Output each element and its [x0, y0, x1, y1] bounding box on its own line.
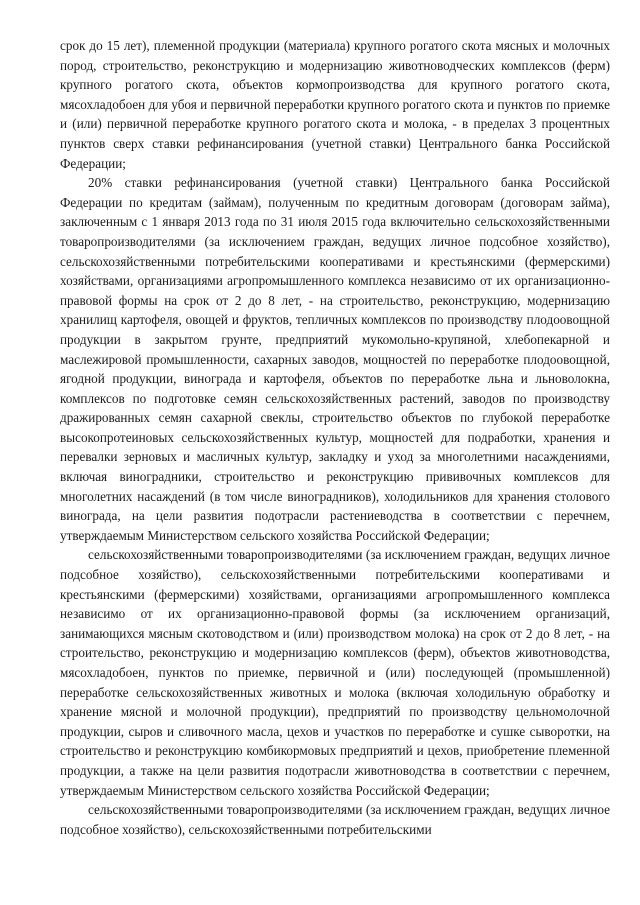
- paragraph: срок до 15 лет), племенной продукции (материала) крупного рогатого скота мясных и молочных пород, строительство, реконструкцию и модернизацию животноводческих комплексов (ферм) крупного рогатого скота, объектов кормопроизводства для крупного рогатого скота, мясохладобоен для убоя и первичной переработки крупного рогатого скота и пунктов по приемке и (или) первичной переработке крупного рогатого скота и молока, - в пределах 3 процентных пунктов сверх ставки рефинансирования (учетной ставки) Центрального банка Российской Федерации;: [60, 38, 610, 171]
- paragraph: сельскохозяйственными товаропроизводителями (за исключением граждан, ведущих личное подсобное хозяйство), сельскохозяйственными потребительскими кооперативами и крестьянскими (фермерскими) хозяйствами, организациями агропромышленного комплекса независимо от их организационно-правовой формы (за исключением организаций, занимающихся мясным скотоводством и (или) производством молока) на срок от 2 до 8 лет, - на строительство, реконструкцию и модернизацию комплексов (ферм), объектов животноводства, мясохладобоен, пунктов по приемке, первичной и (или) последующей (промышленной) переработке сельскохозяйственных животных и молока (включая холодильную обработку и хранение мясной и молочной продукции), предприятий по производству цельномолочной продукции, сыров и сливочного масла, цехов и участков по переработке и сушке сыворотки, на строительство и реконструкцию комбикормовых предприятий и цехов, приобретение племенной продукции, а также на цели развития подотрасли животноводства в соответствии с перечнем, утверждаемым Министерством сельского хозяйства Российской Федерации;: [60, 547, 610, 798]
- paragraph: сельскохозяйственными товаропроизводителями (за исключением граждан, ведущих личное подсобное хозяйство), сельскохозяйственными потребительскими: [60, 802, 610, 837]
- document-page: [60, 36, 610, 839]
- paragraph: 20% ставки рефинансирования (учетной ставки) Центрального банка Российской Федерации по кредитам (займам), полученным по кредитным договорам (договорам займа), заключенным с 1 января 2013 года по 31 июля 2015 года включительно сельскохозяйственными товаропроизводителями (за исключением граждан, ведущих личное подсобное хозяйство), сельскохозяйственными потребительскими кооперативами и крестьянскими (фермерскими) хозяйствами, организациями агропромышленного комплекса независимо от их организационно-правовой формы на срок от 2 до 8 лет, - на строительство, реконструкцию, модернизацию хранилищ картофеля, овощей и фруктов, тепличных комплексов по производству плодоовощной продукции в закрытом грунте, предприятий мукомольно-крупяной, хлебопекарной и маслежировой промышленности, сахарных заводов, мощностей по переработке плодоовощной, ягодной продукции, винограда и картофеля, объектов по переработке льна и льноволокна, комплексов по подготовке семян сельскохозяйственных растений, заводов по производству дражированных семян сахарной свеклы, строительство объектов по глубокой переработке высокопротеиновых сельскохозяйственных культур, мощностей для подработки, хранения и перевалки зерновых и масличных культур, закладку и уход за многолетними насаждениями, включая виноградники, строительство и реконструкцию прививочных комплексов для многолетних насаждений (в том числе виноградников), холодильников для хранения столового винограда, на цели развития подотрасли растениеводства в соответствии с перечнем, утверждаемым Министерством сельского хозяйства Российской Федерации;: [60, 175, 610, 543]
